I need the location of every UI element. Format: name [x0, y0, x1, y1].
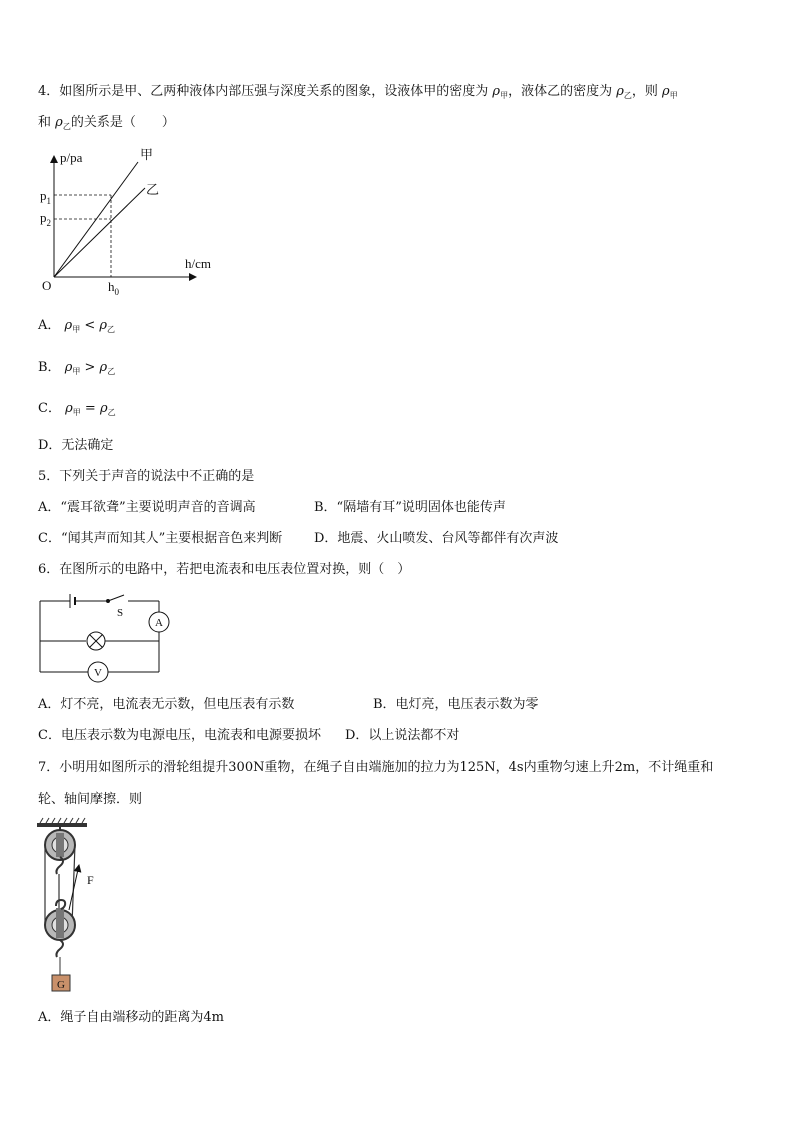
line-yi-label: 乙 — [146, 182, 160, 197]
q6-option-d: D．以上说法都不对 — [345, 728, 460, 743]
q4-option-a: A． $\rho_甲 < \rho_乙$ — [38, 318, 116, 334]
ceiling — [37, 823, 87, 827]
voltmeter-label: V — [94, 667, 102, 679]
circuit-diagram — [40, 594, 169, 682]
q7-option-a: A．绳子自由端移动的距离为4m — [38, 1010, 224, 1025]
q6-option-b: B．电灯亮，电压表示数为零 — [373, 697, 539, 712]
x-axis-label: h/cm — [185, 256, 211, 271]
line-jia-label: 甲 — [140, 147, 154, 162]
q5-option-c: C．“闻其声而知其人”主要根据音色来判断 — [38, 531, 283, 546]
h0-label: $h_0$ — [108, 279, 119, 297]
q6-option-c: C．电压表示数为电源电压，电流表和电源要损坏 — [38, 728, 321, 743]
q5-option-d: D．地震、火山喷发、台风等都伴有次声波 — [314, 531, 559, 546]
p2-label: $p_2$ — [40, 210, 51, 228]
q4-option-c: C． $\rho_甲 = \rho_乙$ — [38, 401, 116, 417]
q5-option-a: A．“震耳欲聋”主要说明声音的音调高 — [38, 500, 256, 515]
switch-blade — [108, 595, 124, 601]
q4-option-b: B． $\rho_甲 > \rho_乙$ — [38, 360, 116, 376]
q4-option-d: D．无法确定 — [38, 438, 114, 453]
q6-option-a: A．灯不亮，电流表无示数，但电压表有示数 — [38, 697, 295, 712]
q7-stem-line1: 7．小明用如图所示的滑轮组提升300N重物，在绳子自由端施加的拉力为125N，4s内重物匀速上升2m，不计绳重和 — [38, 760, 714, 775]
ammeter-label: A — [155, 617, 163, 629]
pressure-depth-graph — [54, 156, 196, 277]
graph-labels — [40, 147, 211, 297]
origin-label: O — [42, 278, 52, 293]
line-jia — [54, 162, 138, 277]
q4-stem-line1: 4．如图所示是甲、乙两种液体内部压强与深度关系的图象，设液体甲的密度为 $\rho_甲$，液体乙的密度为 $\rho_乙$，则 $\rho_甲$ — [38, 84, 678, 100]
q7-stem-line2: 轮、轴间摩擦．则 — [38, 792, 143, 807]
q4-stem-line2: 和 $\rho_乙$的关系是（ ） — [38, 115, 175, 131]
y-axis-label: p/pa — [60, 150, 83, 165]
line-yi — [54, 188, 145, 277]
switch-label: S — [117, 607, 124, 619]
weight-label: G — [57, 979, 65, 991]
q6-stem: 6．在图所示的电路中，若把电流表和电压表位置对换，则（ ） — [38, 562, 411, 577]
force-label: F — [87, 873, 94, 887]
q5-option-b: B．“隔墙有耳”说明固体也能传声 — [314, 500, 506, 515]
q5-stem: 5．下列关于声音的说法中不正确的是 — [38, 469, 255, 484]
p1-label: $p_1$ — [40, 188, 51, 206]
pulley-system — [37, 818, 87, 991]
